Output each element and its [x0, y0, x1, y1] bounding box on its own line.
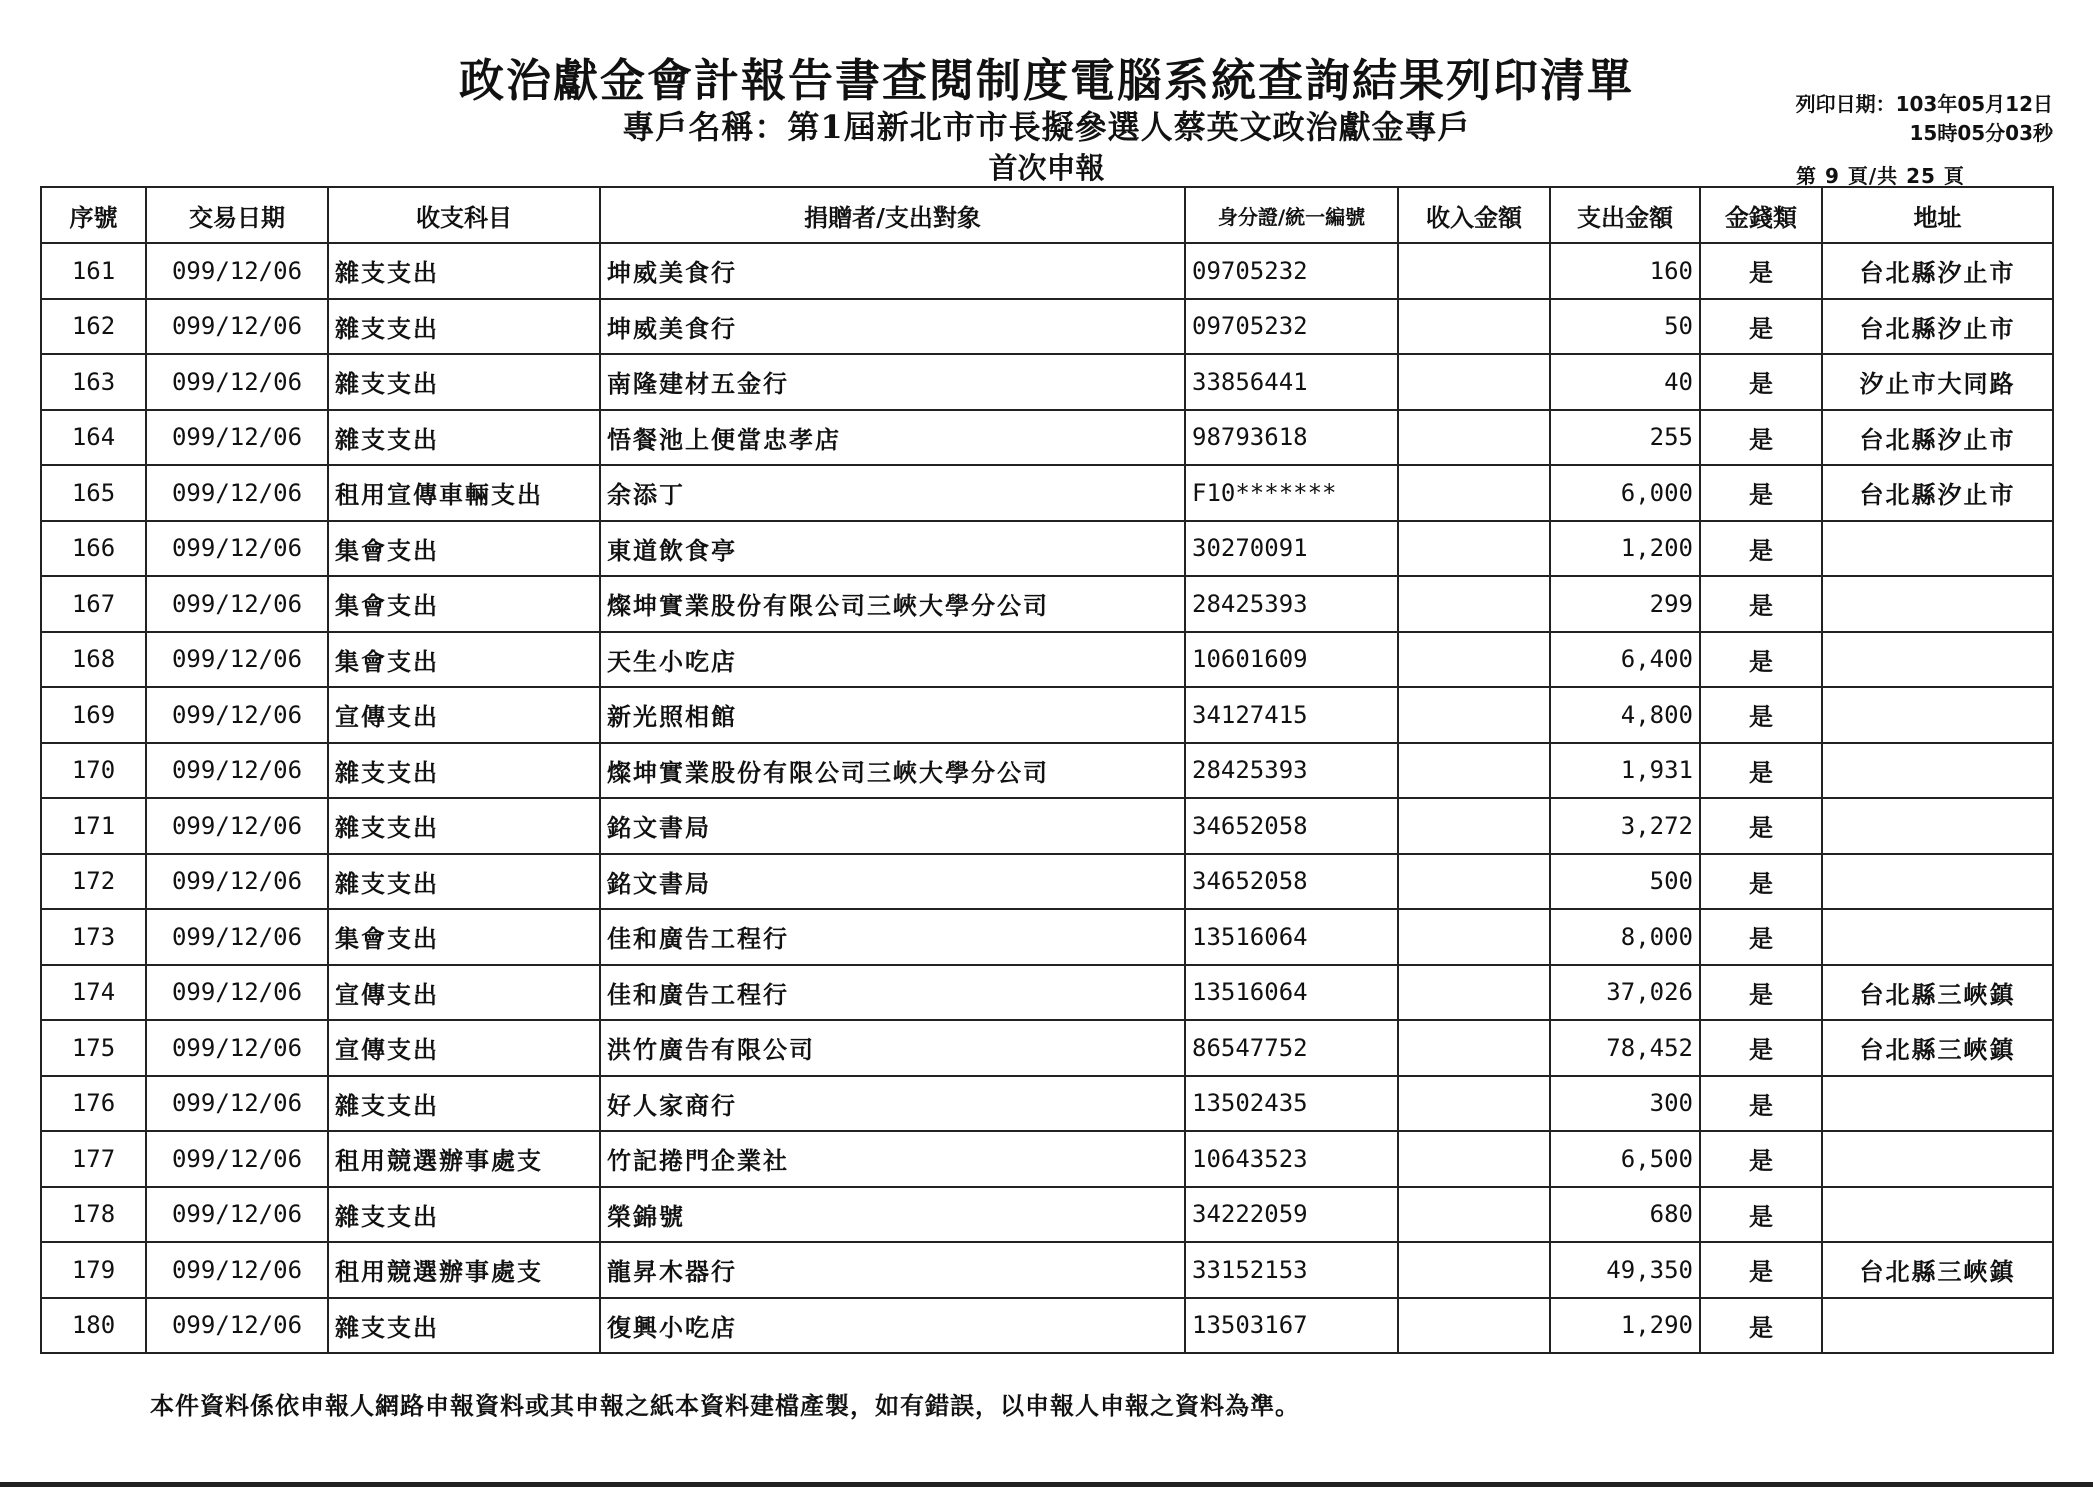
expense-category: 集會支出	[328, 632, 600, 688]
expense-category: 租用競選辦事處支	[328, 1242, 600, 1298]
payee-name: 佳和廣告工程行	[600, 909, 1185, 965]
transaction-date: 099/12/06	[146, 1131, 328, 1187]
table-row	[41, 354, 2053, 410]
row-number: 172	[41, 854, 146, 910]
row-number: 173	[41, 909, 146, 965]
expense-amount: 3,272	[1550, 798, 1700, 854]
table-row	[41, 743, 2053, 799]
cash-flag: 是	[1700, 465, 1822, 521]
tax-id: 34127415	[1185, 687, 1398, 743]
col-header-cash: 金錢類	[1700, 187, 1822, 243]
table-row	[41, 1298, 2053, 1354]
address	[1822, 687, 2053, 743]
expense-category: 宣傳支出	[328, 687, 600, 743]
scan-edge	[0, 1482, 2093, 1487]
transaction-date: 099/12/06	[146, 521, 328, 577]
payee-name: 坤威美食行	[600, 243, 1185, 299]
table-row	[41, 299, 2053, 355]
transaction-date: 099/12/06	[146, 965, 328, 1021]
footer-note: 本件資料係依申報人網路申報資料或其申報之紙本資料建檔產製，如有錯誤，以申報人申報之資料為準。	[150, 1391, 1300, 1420]
tax-id: 33856441	[1185, 354, 1398, 410]
table-row	[41, 854, 2053, 910]
payee-name: 燦坤實業股份有限公司三峽大學分公司	[600, 576, 1185, 632]
row-number: 167	[41, 576, 146, 632]
row-number: 168	[41, 632, 146, 688]
address	[1822, 521, 2053, 577]
address	[1822, 1298, 2053, 1354]
tax-id: 34222059	[1185, 1187, 1398, 1243]
expense-amount: 4,800	[1550, 687, 1700, 743]
transaction-date: 099/12/06	[146, 1187, 328, 1243]
payee-name: 竹記捲門企業社	[600, 1131, 1185, 1187]
row-number: 178	[41, 1187, 146, 1243]
col-header-category: 收支科目	[328, 187, 600, 243]
expense-category: 集會支出	[328, 521, 600, 577]
expense-amount: 300	[1550, 1076, 1700, 1132]
payee-name: 洪竹廣告有限公司	[600, 1020, 1185, 1076]
expense-category: 租用宣傳車輛支出	[328, 465, 600, 521]
address: 台北縣汐止市	[1822, 410, 2053, 466]
tax-id: 34652058	[1185, 854, 1398, 910]
expense-amount: 500	[1550, 854, 1700, 910]
expense-amount: 50	[1550, 299, 1700, 355]
address	[1822, 1187, 2053, 1243]
row-number: 177	[41, 1131, 146, 1187]
expense-category: 集會支出	[328, 576, 600, 632]
expense-amount: 1,290	[1550, 1298, 1700, 1354]
address: 汐止市大同路	[1822, 354, 2053, 410]
income-amount	[1398, 1076, 1550, 1132]
address	[1822, 854, 2053, 910]
income-amount	[1398, 354, 1550, 410]
col-header-address: 地址	[1822, 187, 2053, 243]
tax-id: 28425393	[1185, 576, 1398, 632]
table-row	[41, 1187, 2053, 1243]
income-amount	[1398, 465, 1550, 521]
table-row	[41, 410, 2053, 466]
income-amount	[1398, 965, 1550, 1021]
print-date	[1796, 90, 2053, 148]
transaction-date: 099/12/06	[146, 576, 328, 632]
cash-flag: 是	[1700, 410, 1822, 466]
table-row	[41, 1242, 2053, 1298]
expense-amount: 255	[1550, 410, 1700, 466]
payee-name: 東道飲食亭	[600, 521, 1185, 577]
income-amount	[1398, 576, 1550, 632]
expense-category: 雜支支出	[328, 1187, 600, 1243]
print-date-line1: 列印日期：103年05月12日	[1795, 92, 2053, 116]
income-amount	[1398, 1020, 1550, 1076]
tax-id: 33152153	[1185, 1242, 1398, 1298]
cash-flag: 是	[1700, 854, 1822, 910]
payee-name: 好人家商行	[600, 1076, 1185, 1132]
address: 台北縣三峽鎮	[1822, 1242, 2053, 1298]
expense-amount: 37,026	[1550, 965, 1700, 1021]
cash-flag: 是	[1700, 1020, 1822, 1076]
expense-amount: 78,452	[1550, 1020, 1700, 1076]
col-header-payee: 捐贈者/支出對象	[600, 187, 1185, 243]
row-number: 166	[41, 521, 146, 577]
table-body	[41, 243, 2053, 1353]
expense-amount: 680	[1550, 1187, 1700, 1243]
cash-flag: 是	[1700, 798, 1822, 854]
table-row	[41, 965, 2053, 1021]
income-amount	[1398, 909, 1550, 965]
cash-flag: 是	[1700, 965, 1822, 1021]
cash-flag: 是	[1700, 1076, 1822, 1132]
table-row	[41, 465, 2053, 521]
address	[1822, 1131, 2053, 1187]
tax-id: 09705232	[1185, 299, 1398, 355]
tax-id: 98793618	[1185, 410, 1398, 466]
expense-amount: 8,000	[1550, 909, 1700, 965]
address	[1822, 743, 2053, 799]
tax-id: 13502435	[1185, 1076, 1398, 1132]
cash-flag: 是	[1700, 576, 1822, 632]
transaction-date: 099/12/06	[146, 1020, 328, 1076]
income-amount	[1398, 1242, 1550, 1298]
income-amount	[1398, 1298, 1550, 1354]
cash-flag: 是	[1700, 521, 1822, 577]
address	[1822, 632, 2053, 688]
tax-id: 10643523	[1185, 1131, 1398, 1187]
report-type: 首次申報	[988, 151, 1105, 185]
col-header-income: 收入金額	[1398, 187, 1550, 243]
income-amount	[1398, 632, 1550, 688]
address	[1822, 1076, 2053, 1132]
transaction-date: 099/12/06	[146, 354, 328, 410]
table-row	[41, 521, 2053, 577]
tax-id: 86547752	[1185, 1020, 1398, 1076]
address: 台北縣汐止市	[1822, 243, 2053, 299]
transaction-date: 099/12/06	[146, 1076, 328, 1132]
transaction-date: 099/12/06	[146, 632, 328, 688]
table-header-row	[41, 187, 2053, 243]
tax-id: 13503167	[1185, 1298, 1398, 1354]
row-number: 169	[41, 687, 146, 743]
transaction-date: 099/12/06	[146, 1298, 328, 1354]
document-title: 政治獻金會計報告書查閱制度電腦系統查詢結果列印清單	[458, 54, 1634, 107]
row-number: 161	[41, 243, 146, 299]
expense-category: 雜支支出	[328, 1298, 600, 1354]
income-amount	[1398, 1187, 1550, 1243]
expense-amount: 49,350	[1550, 1242, 1700, 1298]
payee-name: 悟餐池上便當忠孝店	[600, 410, 1185, 466]
table-row	[41, 1076, 2053, 1132]
account-name: 專戶名稱：第1屆新北市市長擬參選人蔡英文政治獻金專戶	[622, 108, 1471, 146]
tax-id: 30270091	[1185, 521, 1398, 577]
payee-name: 復興小吃店	[600, 1298, 1185, 1354]
row-number: 165	[41, 465, 146, 521]
expense-category: 雜支支出	[328, 743, 600, 799]
transaction-date: 099/12/06	[146, 743, 328, 799]
col-header-expense: 支出金額	[1550, 187, 1700, 243]
print-date-line2: 15時05分03秒	[1909, 121, 2053, 145]
cash-flag: 是	[1700, 909, 1822, 965]
payee-name: 南隆建材五金行	[600, 354, 1185, 410]
expense-amount: 40	[1550, 354, 1700, 410]
expense-amount: 1,931	[1550, 743, 1700, 799]
expense-category: 雜支支出	[328, 354, 600, 410]
table-row	[41, 687, 2053, 743]
col-header-no: 序號	[41, 187, 146, 243]
payee-name: 銘文書局	[600, 854, 1185, 910]
address	[1822, 798, 2053, 854]
table-row	[41, 576, 2053, 632]
cash-flag: 是	[1700, 1187, 1822, 1243]
income-amount	[1398, 854, 1550, 910]
address: 台北縣汐止市	[1822, 465, 2053, 521]
expense-category: 雜支支出	[328, 854, 600, 910]
table-row	[41, 243, 2053, 299]
tax-id: 34652058	[1185, 798, 1398, 854]
cash-flag: 是	[1700, 632, 1822, 688]
payee-name: 新光照相館	[600, 687, 1185, 743]
expense-category: 雜支支出	[328, 410, 600, 466]
row-number: 176	[41, 1076, 146, 1132]
expense-table	[40, 186, 2054, 1354]
tax-id: 13516064	[1185, 909, 1398, 965]
payee-name: 龍昇木器行	[600, 1242, 1185, 1298]
income-amount	[1398, 243, 1550, 299]
table-row	[41, 798, 2053, 854]
expense-category: 宣傳支出	[328, 1020, 600, 1076]
transaction-date: 099/12/06	[146, 410, 328, 466]
expense-category: 雜支支出	[328, 243, 600, 299]
transaction-date: 099/12/06	[146, 798, 328, 854]
transaction-date: 099/12/06	[146, 909, 328, 965]
table-row	[41, 1131, 2053, 1187]
cash-flag: 是	[1700, 743, 1822, 799]
col-header-date: 交易日期	[146, 187, 328, 243]
row-number: 180	[41, 1298, 146, 1354]
transaction-date: 099/12/06	[146, 465, 328, 521]
cash-flag: 是	[1700, 1298, 1822, 1354]
income-amount	[1398, 1131, 1550, 1187]
tax-id: 28425393	[1185, 743, 1398, 799]
transaction-date: 099/12/06	[146, 299, 328, 355]
transaction-date: 099/12/06	[146, 1242, 328, 1298]
income-amount	[1398, 798, 1550, 854]
expense-category: 宣傳支出	[328, 965, 600, 1021]
expense-category: 雜支支出	[328, 299, 600, 355]
cash-flag: 是	[1700, 1242, 1822, 1298]
expense-amount: 6,400	[1550, 632, 1700, 688]
table-row	[41, 909, 2053, 965]
address	[1822, 576, 2053, 632]
tax-id: 09705232	[1185, 243, 1398, 299]
payee-name: 余添丁	[600, 465, 1185, 521]
tax-id: 13516064	[1185, 965, 1398, 1021]
expense-category: 租用競選辦事處支	[328, 1131, 600, 1187]
transaction-date: 099/12/06	[146, 687, 328, 743]
expense-category: 雜支支出	[328, 798, 600, 854]
payee-name: 坤威美食行	[600, 299, 1185, 355]
address	[1822, 909, 2053, 965]
income-amount	[1398, 687, 1550, 743]
row-number: 174	[41, 965, 146, 1021]
income-amount	[1398, 743, 1550, 799]
tax-id: F10*******	[1185, 465, 1398, 521]
row-number: 163	[41, 354, 146, 410]
row-number: 179	[41, 1242, 146, 1298]
table-row	[41, 632, 2053, 688]
cash-flag: 是	[1700, 354, 1822, 410]
row-number: 162	[41, 299, 146, 355]
address: 台北縣汐止市	[1822, 299, 2053, 355]
income-amount	[1398, 521, 1550, 577]
expense-category: 雜支支出	[328, 1076, 600, 1132]
tax-id: 10601609	[1185, 632, 1398, 688]
income-amount	[1398, 410, 1550, 466]
cash-flag: 是	[1700, 1131, 1822, 1187]
payee-name: 榮錦號	[600, 1187, 1185, 1243]
transaction-date: 099/12/06	[146, 243, 328, 299]
expense-amount: 6,000	[1550, 465, 1700, 521]
row-number: 175	[41, 1020, 146, 1076]
address: 台北縣三峽鎮	[1822, 1020, 2053, 1076]
payee-name: 燦坤實業股份有限公司三峽大學分公司	[600, 743, 1185, 799]
transaction-date: 099/12/06	[146, 854, 328, 910]
expense-amount: 160	[1550, 243, 1700, 299]
income-amount	[1398, 299, 1550, 355]
payee-name: 銘文書局	[600, 798, 1185, 854]
expense-category: 集會支出	[328, 909, 600, 965]
cash-flag: 是	[1700, 243, 1822, 299]
col-header-id: 身分證/統一編號	[1185, 187, 1398, 243]
cash-flag: 是	[1700, 687, 1822, 743]
expense-amount: 1,200	[1550, 521, 1700, 577]
expense-amount: 6,500	[1550, 1131, 1700, 1187]
page-info: 第 9 頁/共 25 頁	[1796, 164, 1965, 188]
table-row	[41, 1020, 2053, 1076]
row-number: 170	[41, 743, 146, 799]
expense-amount: 299	[1550, 576, 1700, 632]
cash-flag: 是	[1700, 299, 1822, 355]
row-number: 164	[41, 410, 146, 466]
payee-name: 佳和廣告工程行	[600, 965, 1185, 1021]
payee-name: 天生小吃店	[600, 632, 1185, 688]
row-number: 171	[41, 798, 146, 854]
address: 台北縣三峽鎮	[1822, 965, 2053, 1021]
